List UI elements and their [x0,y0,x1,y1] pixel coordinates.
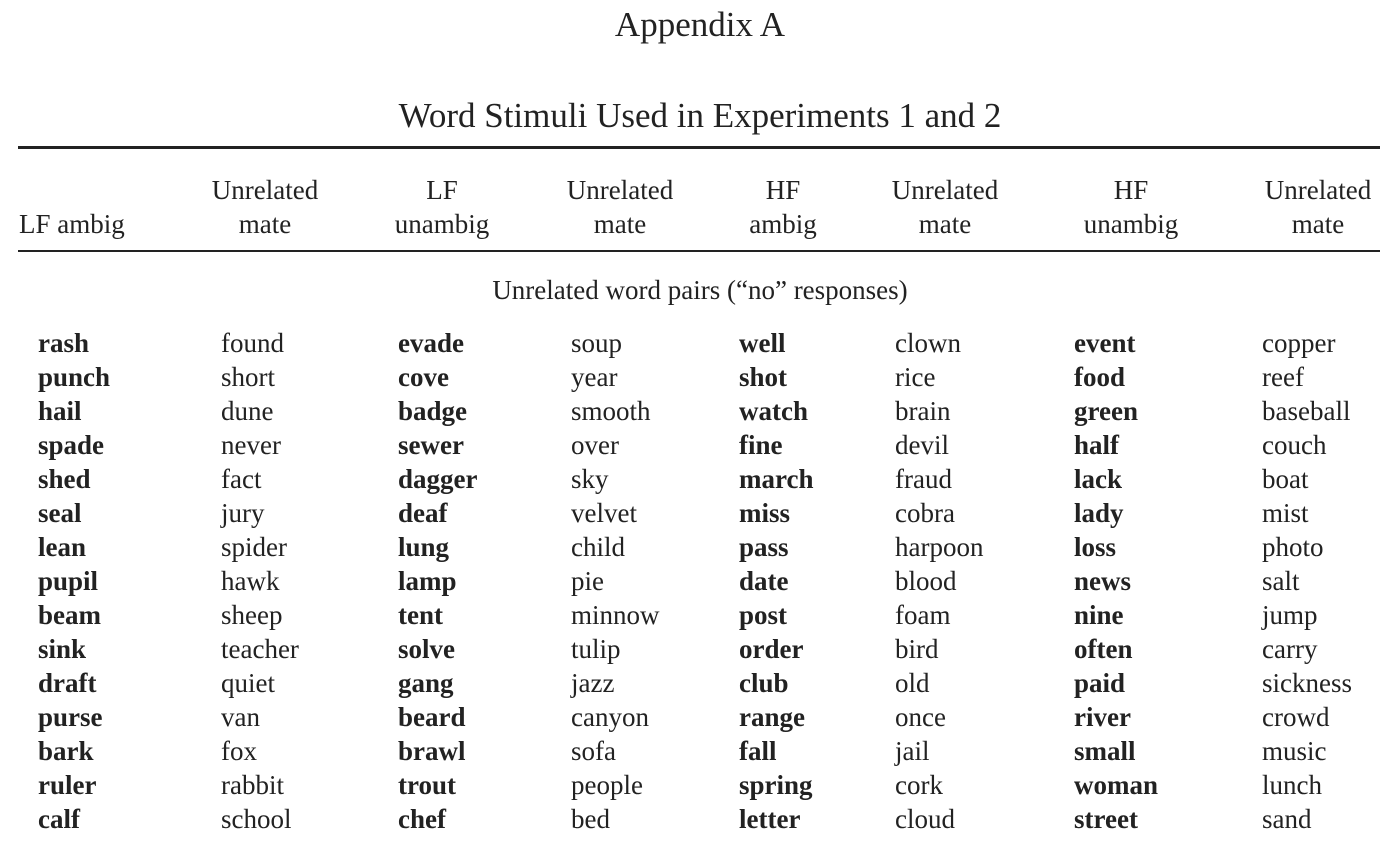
table-cell: lung [398,532,450,562]
table-cell: chef [398,804,446,834]
header-bottom-rule [18,250,1380,252]
table-cell: school [221,804,292,834]
table-cell: gang [398,668,454,698]
table-cell: teacher [221,634,299,664]
table-cell: bark [38,736,94,766]
table-cell: found [221,328,284,358]
table-cell: march [739,464,814,494]
table-cell: cork [895,770,943,800]
table-cell: spring [739,770,813,800]
table-cell: dune [221,396,274,426]
column-lf-ambig [38,326,110,836]
column-hf-unambig [1074,326,1158,836]
table-cell: blood [895,566,957,596]
table-cell: sewer [398,430,464,460]
table-cell: sickness [1262,668,1352,698]
table-cell: often [1074,634,1133,664]
table-cell: post [739,600,788,630]
table-cell: jury [221,498,265,528]
table-cell: dagger [398,464,478,494]
table-cell: soup [571,328,623,358]
table-cell: salt [1262,566,1300,596]
column-unrelated-mate-4 [1262,326,1352,836]
table-cell: over [571,430,619,460]
table-cell: miss [739,498,791,528]
table-cell: van [221,702,260,732]
table-cell: order [739,634,804,664]
table-cell: minnow [571,600,660,630]
table-cell: seal [38,498,82,528]
table-cell: brain [895,396,951,426]
table-cell: event [1074,328,1136,358]
table-cell: rice [895,362,936,392]
table-cell: well [739,328,786,358]
table-cell: fraud [895,464,952,494]
table-cell: watch [739,396,808,426]
table-cell: draft [38,668,97,698]
table-cell: lady [1074,498,1124,528]
column-lf-unambig [398,326,477,836]
table-cell: lean [38,532,87,562]
table-cell: jazz [571,668,615,698]
table-cell: year [571,362,618,392]
table-cell: cloud [895,804,955,834]
table-cell: fine [739,430,783,460]
table-cell: fact [221,464,262,494]
table-top-rule [18,146,1380,149]
table-cell: rash [38,328,90,358]
table-cell: calf [38,804,80,834]
table-cell: half [1074,430,1120,460]
table-cell: copper [1262,328,1336,358]
table-cell: lamp [398,566,457,596]
table-cell: pie [571,566,604,596]
table-cell: people [571,770,643,800]
table-cell: spider [221,532,287,562]
header-unrelated-mate-4: Unrelated mate [1264,175,1372,239]
table-cell: sofa [571,736,616,766]
table-cell: foam [895,600,951,630]
table-cell: sink [38,634,87,664]
table-cell: devil [895,430,949,460]
table-cell: harpoon [895,532,984,562]
table-cell: beard [398,702,466,732]
table-cell: news [1074,566,1132,596]
table-cell: beam [38,600,101,630]
table-cell: never [221,430,281,460]
table-cell: shot [739,362,788,392]
table-cell: photo [1262,532,1324,562]
table-cell: once [895,702,946,732]
table-cell: spade [38,430,105,460]
table-cell: tulip [571,634,621,664]
table-cell: velvet [571,498,637,528]
table-cell: reef [1262,362,1304,392]
table-cell: loss [1074,532,1117,562]
table-cell: baseball [1262,396,1351,426]
table-cell: lunch [1262,770,1322,800]
table-cell: lack [1074,464,1123,494]
table-cell: couch [1262,430,1327,460]
table-cell: pupil [38,566,99,596]
table-cell: purse [38,702,103,732]
table-cell: letter [739,804,801,834]
table-cell: river [1074,702,1131,732]
table-cell: hawk [221,566,280,596]
table-cell: fall [739,736,777,766]
table-cell: street [1074,804,1138,834]
column-unrelated-mate-3 [895,326,983,836]
table-cell: pass [739,532,789,562]
column-unrelated-mate-1 [221,326,299,836]
table-cell: club [739,668,789,698]
header-lf-ambig: LF ambig [19,209,125,239]
column-unrelated-mate-2 [571,326,660,836]
table-cell: shed [38,464,91,494]
table-cell: paid [1074,668,1126,698]
header-hf-unambig: HF unambig [1083,175,1179,239]
table-cell: smooth [571,396,651,426]
table-cell: cove [398,362,449,392]
table-cell: jail [895,736,930,766]
table-cell: small [1074,736,1136,766]
table-cell: cobra [895,498,955,528]
table-cell: fox [221,736,257,766]
table-cell: sand [1262,804,1312,834]
table-title: Word Stimuli Used in Experiments 1 and 2 [398,96,1002,135]
table-cell: old [895,668,930,698]
table-cell: deaf [398,498,448,528]
table-cell: sky [571,464,609,494]
table-cell: ruler [38,770,97,800]
table-cell: sheep [221,600,283,630]
header-lf-unambig: LF unambig [394,175,490,239]
table-cell: brawl [398,736,466,766]
table-cell: short [221,362,275,392]
table-cell: carry [1262,634,1318,664]
table-cell: woman [1074,770,1159,800]
table-cell: date [739,566,789,596]
table-cell: jump [1262,600,1318,630]
table-cell: punch [38,362,111,392]
table-cell: solve [398,634,455,664]
table-cell: hail [38,396,82,426]
table-cell: rabbit [221,770,284,800]
table-cell: green [1074,396,1138,426]
table-cell: food [1074,362,1126,392]
table-cell: nine [1074,600,1124,630]
table-cell: trout [398,770,456,800]
table-cell: mist [1262,498,1309,528]
table-cell: tent [398,600,443,630]
header-hf-ambig: HF ambig [749,175,817,239]
section-label: Unrelated word pairs (“no” responses) [492,275,908,305]
table-cell: quiet [221,668,275,698]
table-cell: bed [571,804,610,834]
table-cell: range [739,702,805,732]
table-cell: clown [895,328,961,358]
table-cell: child [571,532,625,562]
table-cell: badge [398,396,468,426]
header-unrelated-mate-1: Unrelated mate [211,175,319,239]
column-hf-ambig [739,326,814,836]
header-unrelated-mate-2: Unrelated mate [566,175,674,239]
header-unrelated-mate-3: Unrelated mate [891,175,999,239]
table-cell: evade [398,328,464,358]
appendix-title: Appendix A [614,5,786,44]
table-cell: canyon [571,702,649,732]
table-cell: boat [1262,464,1309,494]
table-cell: bird [895,634,939,664]
table-cell: music [1262,736,1327,766]
table-cell: crowd [1262,702,1330,732]
